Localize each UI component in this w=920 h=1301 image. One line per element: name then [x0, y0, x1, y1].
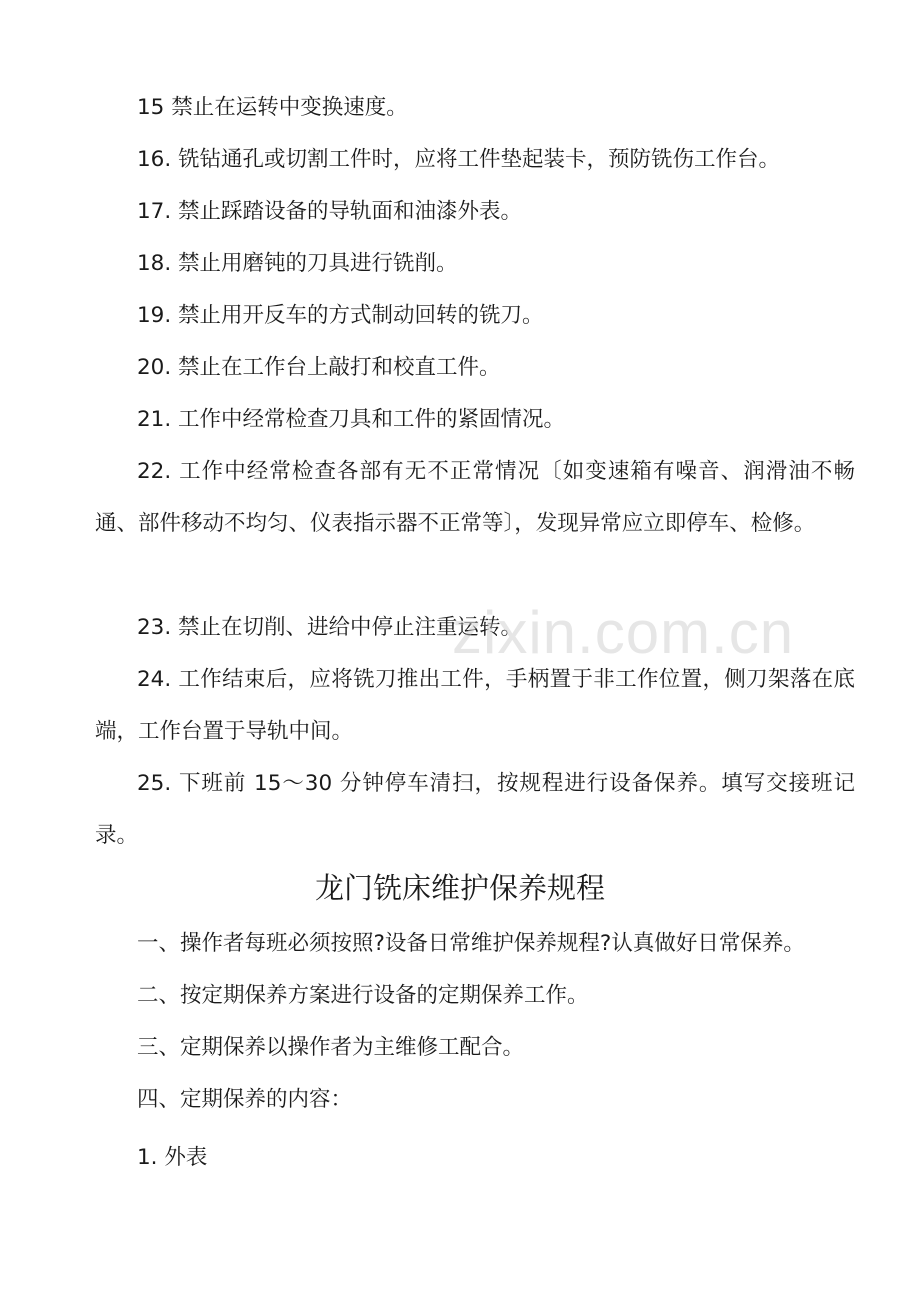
section-4: 四、定期保养的内容：	[137, 1087, 353, 1112]
section-3: 三、定期保养以操作者为主维修工配合。	[137, 1035, 525, 1060]
rule-15: 15 禁止在运转中变换速度。	[137, 95, 408, 120]
rule-17: 17. 禁止踩踏设备的导轨面和油漆外表。	[137, 199, 523, 224]
section-1: 一、操作者每班必须按照?设备日常维护保养规程?认真做好日常保养。	[137, 931, 805, 956]
rule-23: 23. 禁止在切削、进给中停止注重运转。	[137, 615, 523, 640]
rule-18: 18. 禁止用磨钝的刀具进行铣削。	[137, 251, 458, 276]
rule-25: 25. 下班前 15～30 分钟停车清扫，按规程进行设备保养。填写交接班记录。	[95, 771, 855, 848]
rule-21: 21. 工作中经常检查刀具和工件的紧固情况。	[137, 407, 566, 432]
watermark: zixin.com.cn	[452, 599, 795, 666]
rule-16: 16. 铣钻通孔或切割工件时，应将工件垫起装卡，预防铣伤工作台。	[137, 147, 781, 172]
section-title: 龙门铣床维护保养规程	[314, 871, 605, 905]
rule-19: 19. 禁止用开反车的方式制动回转的铣刀。	[137, 303, 544, 328]
section-2: 二、按定期保养方案进行设备的定期保养工作。	[137, 983, 589, 1008]
rule-24: 24. 工作结束后，应将铣刀推出工件，手柄置于非工作位置，侧刀架落在底端，工作台置于导轨中间。	[95, 667, 855, 744]
rule-20: 20. 禁止在工作台上敲打和校直工件。	[137, 355, 501, 380]
section-4-item-1: 1. 外表	[137, 1145, 208, 1170]
rule-22: 22. 工作中经常检查各部有无不正常情况〔如变速箱有噪音、润滑油不畅通、部件移动不均匀、仪表指示器不正常等〕，发现异常应立即停车、检修。	[95, 459, 855, 536]
